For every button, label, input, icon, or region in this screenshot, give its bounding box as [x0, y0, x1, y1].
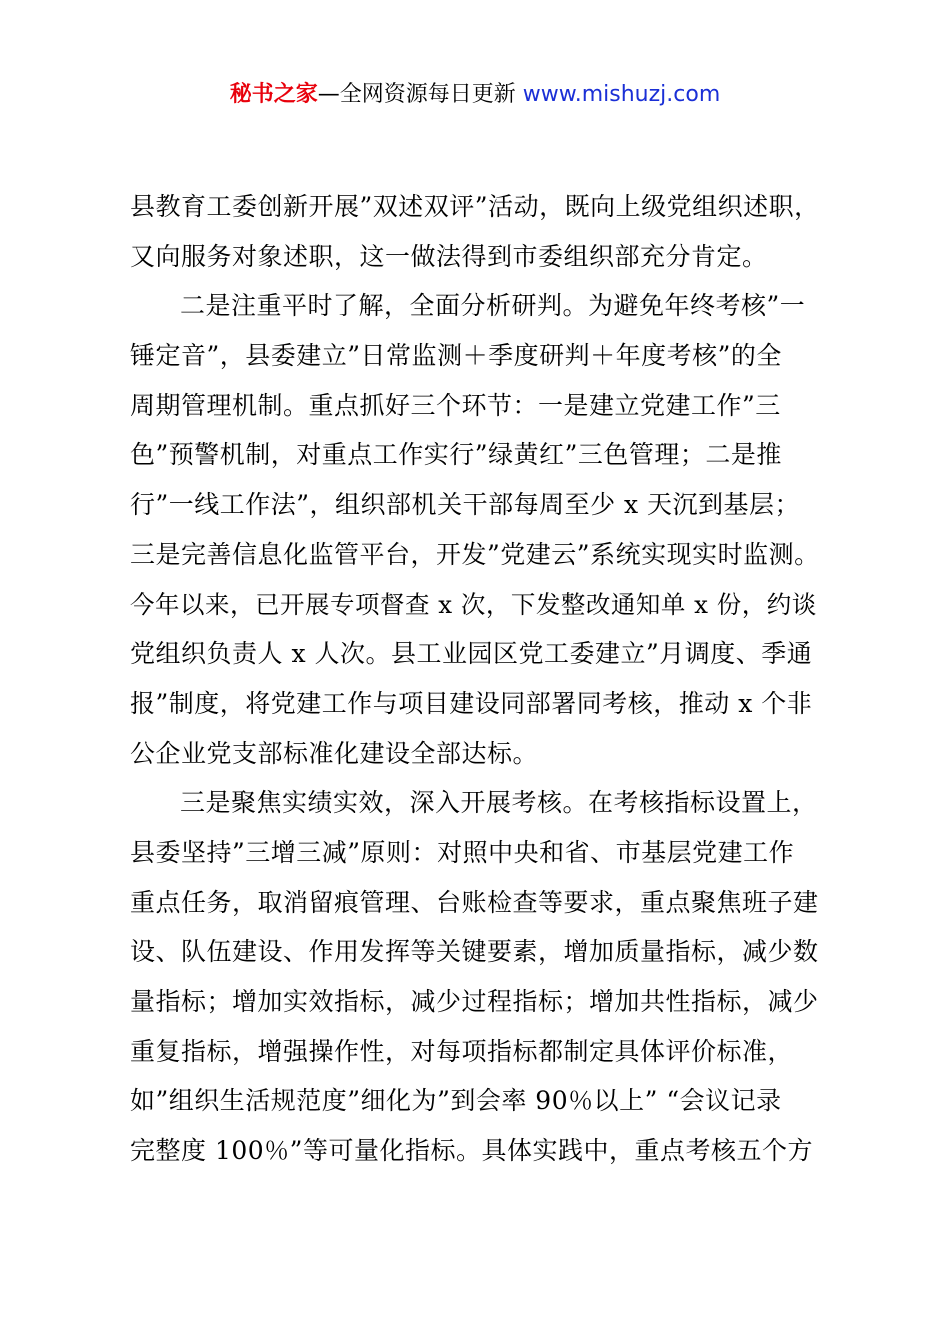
- text-line: 公企业党支部标准化建设全部达标。: [130, 738, 539, 768]
- text-line: 重点任务，取消留痕管理、台账检查等要求，重点聚焦班子建: [130, 887, 819, 917]
- text-line: 县委坚持”三增三减”原则：对照中央和省、市基层党建工作: [130, 837, 795, 867]
- paragraph-start-line: 三是聚焦实绩实效，深入开展考核。在考核指标设置上，: [180, 788, 818, 818]
- text-line: 又向服务对象述职，这一做法得到市委组织部充分肯定。: [130, 241, 768, 271]
- text-line: 色”预警机制，对重点工作实行”绿黄红”三色管理；二是推: [130, 440, 782, 470]
- text-line: 量指标；增加实效指标，减少过程指标；增加共性指标，减少: [130, 987, 819, 1016]
- document-body: [130, 182, 830, 1176]
- text-line: 县教育工委创新开展”双述双评”活动，既向上级党组织述职，: [130, 192, 820, 221]
- text-line: 重复指标，增强操作性，对每项指标都制定具体评价标准，: [130, 1036, 794, 1066]
- text-line: 报”制度，将党建工作与项目建设同部署同考核，推动 x 个非: [130, 688, 813, 718]
- text-line: 设、队伍建设、作用发挥等关键要素，增加质量指标，减少数: [130, 937, 819, 967]
- text-line: 完整度 100％”等可量化指标。具体实践中，重点考核五个方: [130, 1136, 813, 1166]
- site-tagline: —全网资源每日更新: [317, 82, 516, 107]
- site-url-link[interactable]: www.mishuzj.com: [522, 82, 721, 107]
- text-line: 周期管理机制。重点抓好三个环节：一是建立党建工作”三: [130, 390, 781, 420]
- paragraph-start-line: 二是注重平时了解，全面分析研判。为避免年终考核”一: [180, 291, 806, 321]
- text-line: 如”组织生活规范度”细化为”到会率 90％以上” “会议记录: [130, 1086, 782, 1116]
- site-brand: 秘书之家: [229, 82, 318, 107]
- site-header: [0, 78, 950, 112]
- text-line: 今年以来，已开展专项督查 x 次，下发整改通知单 x 份，约谈: [130, 589, 817, 619]
- text-line: 党组织负责人 x 人次。县工业园区党工委建立”月调度、季通: [130, 639, 813, 669]
- text-line: 锤定音”，县委建立”日常监测＋季度研判＋年度考核”的全: [130, 341, 782, 371]
- text-line: 三是完善信息化监管平台，开发”党建云”系统实现实时监测。: [130, 539, 820, 569]
- text-line: 行”一线工作法”，组织部机关干部每周至少 x 天沉到基层；: [130, 490, 801, 520]
